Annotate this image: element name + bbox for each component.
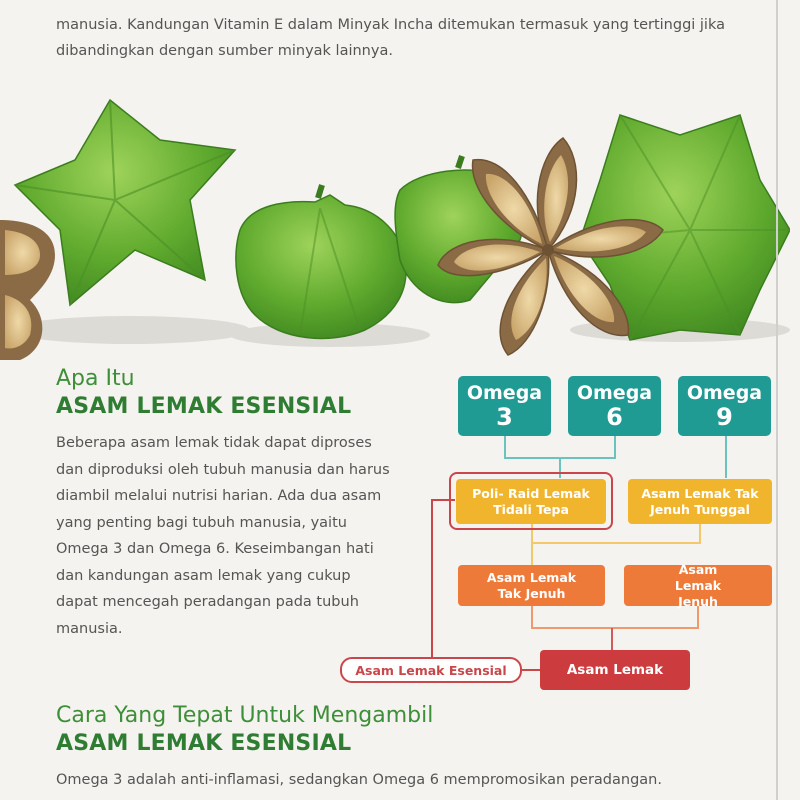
omega-9-box <box>678 376 771 436</box>
section2-title-big: ASAM LEMAK ESENSIAL <box>56 731 352 756</box>
section2-title-small: Cara Yang Tepat Untuk Mengambil <box>56 703 434 728</box>
poli-box: Poli- Raid Lemak Tidali Tepa <box>456 479 606 524</box>
omega-9-word: Omega <box>686 381 763 404</box>
jenuh-box: Asam Lemak Jenuh <box>624 565 772 606</box>
section2-body: Omega 3 adalah anti-inflamasi, sedangkan Omega 6 mempromosikan peradangan. <box>56 772 662 788</box>
tak-jenuh-box: Asam Lemak Tak Jenuh <box>458 565 605 606</box>
intro-paragraph: manusia. Kandungan Vitamin E dalam Minyak Incha ditemukan termasuk yang tertinggi jika dibandingkan dengan sumber minyak lainnya. <box>56 17 725 59</box>
asam-lemak-box: Asam Lemak <box>540 650 690 690</box>
omega-6-word: Omega <box>576 381 653 404</box>
omega-3-word: Omega <box>466 381 543 404</box>
tak-jenuh-tunggal-box: Asam Lemak Tak Jenuh Tunggal <box>628 479 772 524</box>
section1-title-small: Apa Itu <box>56 366 135 391</box>
section1-body: Beberapa asam lemak tidak dapat diproses dan diproduksi oleh tubuh manusia dan harus diambil melalui nutrisi harian. Ada dua asam yang penting bagi tubuh manusia, yaitu Omega 3 dan Omega 6. Keseimbangan hati dan kandungan asam lemak yang cukup dapat mencegah peradangan pada tubuh manusia. <box>56 435 390 637</box>
omega-6-box <box>568 376 661 436</box>
omega-6-number: 6 <box>606 402 623 431</box>
section1-title-big: ASAM LEMAK ESENSIAL <box>56 394 352 419</box>
omega-3-number: 3 <box>496 402 513 431</box>
omega-3-box <box>458 376 551 436</box>
green-pod-middle <box>236 185 406 338</box>
page-edge-line <box>776 0 778 800</box>
esensial-box: Asam Lemak Esensial <box>340 657 522 683</box>
omega-9-number: 9 <box>716 402 733 431</box>
sacha-inchi-illustration <box>0 90 790 380</box>
